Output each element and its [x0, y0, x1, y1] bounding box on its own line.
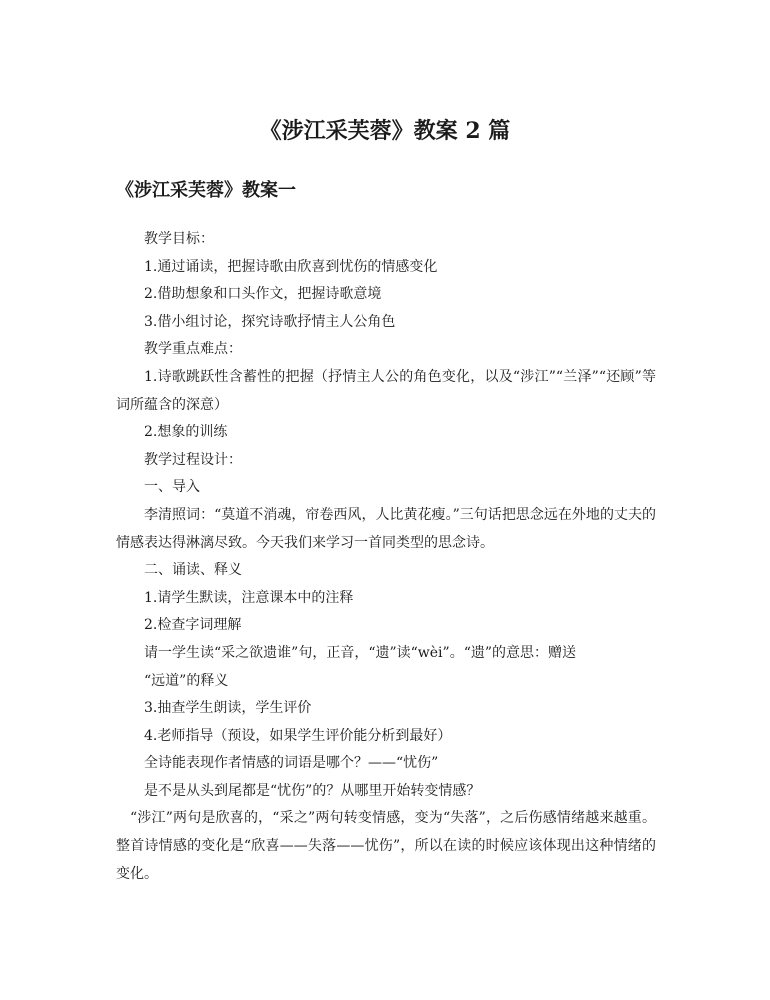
paragraph-objectives-heading: 教学目标：: [144, 231, 214, 247]
paragraph: 一、导入: [144, 479, 200, 496]
paragraph: 1.诗歌跳跃性含蓄性的把握（抒情主人公的角色变化，以及“涉江”“兰泽”“还顾”等词所蕴含的深意）: [116, 368, 656, 413]
paragraph: 二、诵读、释义: [144, 562, 242, 579]
paragraph: 2.想象的训练: [144, 424, 228, 441]
section-heading: 《涉江采芙蓉》教案一: [116, 180, 296, 201]
paragraph: 请一学生读“采之欲遗谁”句，正音，“遗”读“wèi”。“遗”的意思：赠送: [144, 644, 577, 661]
paragraph: 李清照词：“莫道不消魂，帘卷西风，人比黄花瘦。”三句话把思念远在外地的丈夫的情感表达得淋漓尽致。今天我们来学习一首同类型的思念诗。: [116, 506, 656, 551]
document-body: [116, 226, 656, 888]
paragraph: “涉江”两句是欣喜的，“采之”两句转变情感，变为“失落”，之后伤感情绪越来越重。整首诗情感的变化是“欣喜——失落——忧伤”，所以在读的时候应该体现出这种情绪的变化。: [116, 810, 656, 882]
paragraph: 2.借助想象和口头作文，把握诗歌意境: [144, 286, 382, 303]
paragraph: 2.检查字词理解: [144, 617, 242, 634]
paragraph-process-heading: 教学过程设计：: [144, 451, 242, 468]
paragraph: 3.借小组讨论，探究诗歌抒情主人公角色: [144, 313, 396, 330]
paragraph: 1.请学生默读，注意课本中的注释: [144, 589, 354, 606]
paragraph: “远道”的释义: [144, 672, 229, 689]
paragraph: 1.通过诵读，把握诗歌由欣喜到忧伤的情感变化: [144, 258, 438, 275]
paragraph: 4.老师指导（预设，如果学生评价能分析到最好）: [144, 727, 452, 744]
document-title: 《涉江采芙蓉》教案 2 篇: [259, 118, 511, 144]
paragraph: 全诗能表现作者情感的词语是哪个？——“忧伤”: [144, 755, 439, 772]
paragraph-key-points-heading: 教学重点难点：: [144, 341, 242, 358]
paragraph: 3.抽查学生朗读，学生评价: [144, 700, 312, 717]
paragraph: 是不是从头到尾都是“忧伤”的？从哪里开始转变情感？: [144, 782, 481, 799]
